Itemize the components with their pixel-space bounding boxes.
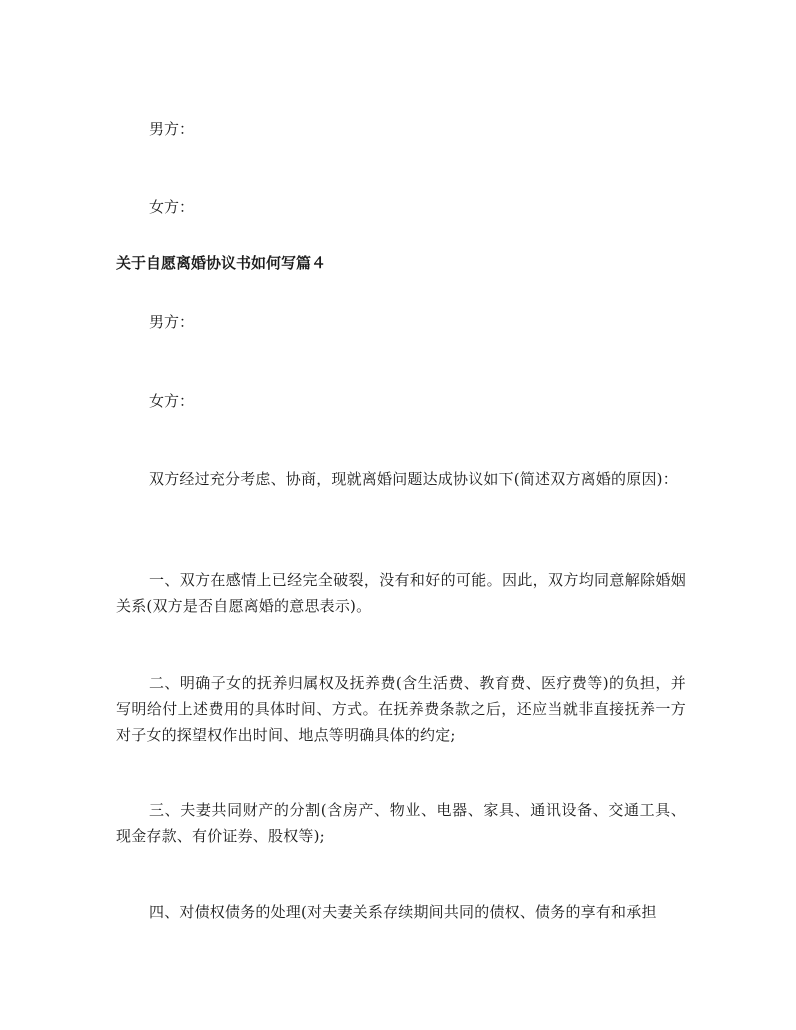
female-signature-label-2: 女方： xyxy=(149,392,195,410)
section-heading: 关于自愿离婚协议书如何写篇４ xyxy=(116,254,327,272)
clause-2: 二、明确子女的抚养归属权及抚养费(含生活费、教育费、医疗费等)的负担，并写明给付上述费用的具体时间、方式。在抚养费条款之后，还应当就非直接抚养一方对子女的探望权作出时间、地点等明确具体的约定; xyxy=(116,674,686,744)
clause-4: 四、对债权债务的处理(对夫妻关系存续期间共同的债权、债务的享有和承担 xyxy=(149,903,657,921)
clause-3: 三、夫妻共同财产的分割(含房产、物业、电器、家具、通讯设备、交通工具、现金存款、有价证券、股权等); xyxy=(116,801,686,845)
intro-paragraph: 双方经过充分考虑、协商，现就离婚问题达成协议如下(简述双方离婚的原因)： xyxy=(149,470,678,488)
male-signature-label-2: 男方： xyxy=(149,313,195,331)
clause-1: 一、双方在感情上已经完全破裂，没有和好的可能。因此，双方均同意解除婚姻关系(双方是否自愿离婚的意思表示)。 xyxy=(116,571,686,615)
female-signature-label: 女方： xyxy=(149,198,195,216)
male-signature-label: 男方： xyxy=(149,120,195,138)
